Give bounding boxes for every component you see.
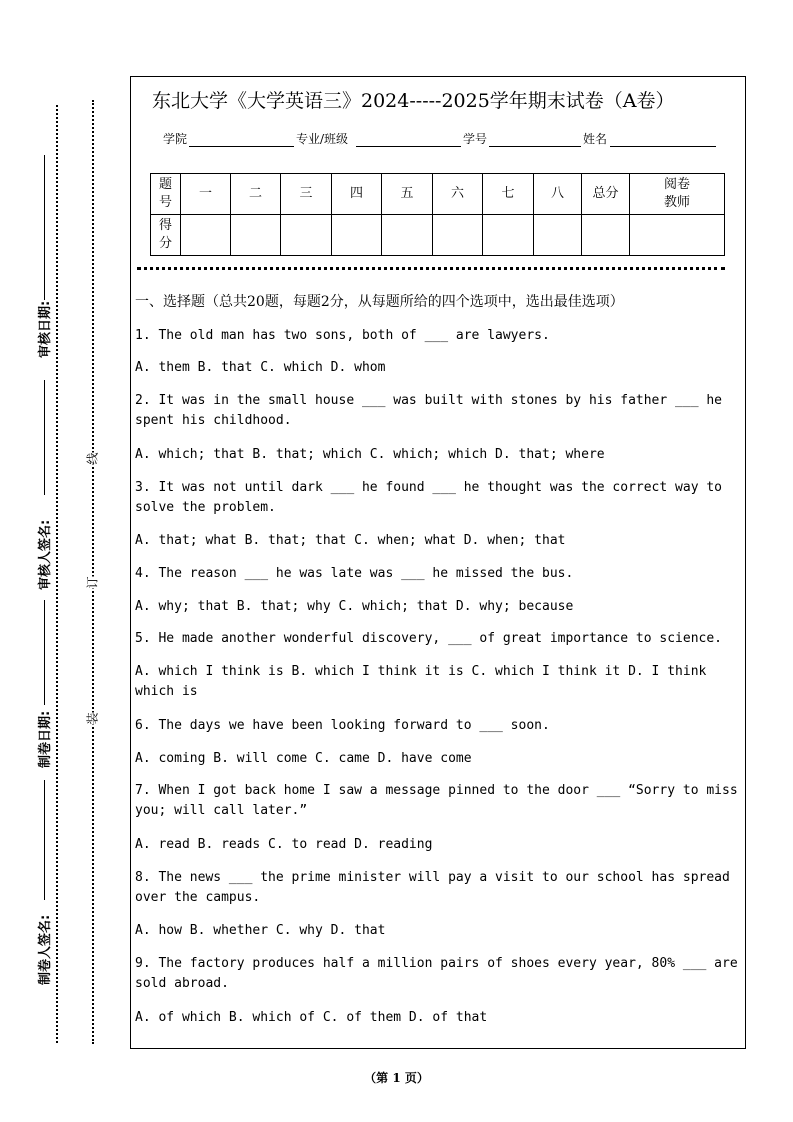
col-6: 六 [433,174,483,215]
score-cell[interactable] [332,215,382,256]
col-5: 五 [382,174,433,215]
question-options: A. coming B. will come C. came D. have come [135,751,472,766]
bind-mark-line: 线 [80,452,105,464]
dotted-separator [137,267,725,270]
question-text: 4. The reason ___ he was late was ___ he missed the bus. [135,566,574,581]
maker-sign-line [44,780,45,900]
col-7: 七 [483,174,534,215]
score-cell[interactable] [630,215,725,256]
question-options: A. how B. whether C. why D. that [135,923,386,938]
question-options: A. read B. reads C. to read D. reading [135,837,433,852]
name-label: 姓名 [583,132,608,146]
question-text: 3. It was not until dark ___ he found ___ he thought was the correct way to solve the problem. [135,480,722,515]
student-id-label: 学号 [463,132,488,146]
question-text: 8. The news ___ the prime minister will pay a visit to our school has spread over the campus. [135,870,730,905]
binding-margin [0,0,128,1122]
score-cell[interactable] [582,215,630,256]
question-options: A. which; that B. that; which C. which; which D. that; where [135,447,605,462]
score-table [150,173,725,256]
score-cell[interactable] [281,215,332,256]
score-label-cell: 得 分 [151,215,181,256]
reviewer-sign-label: 审核人签名: [38,519,53,590]
question-options: A. them B. that C. which D. whom [135,360,386,375]
reviewer-sign-line [44,380,45,495]
col-total: 总分 [582,174,630,215]
section-title: 一、选择题（总共20题，每题2分，从每题所给的四个选项中，选出最佳选项） [135,294,624,310]
score-cell[interactable] [433,215,483,256]
maker-sign-label: 制卷人签名: [38,914,53,985]
score-table-score-row [151,215,725,256]
question-text: 2. It was in the small house ___ was built with stones by his father ___ he spent his childhood. [135,393,722,428]
exam-title: 东北大学《大学英语三》2024-----2025学年期末试卷（A卷） [152,90,675,112]
major-label: 专业/班级 [296,132,349,146]
header-label-cell: 题 号 [151,174,181,215]
question-text: 1. The old man has two sons, both of ___ are lawyers. [135,328,550,343]
col-8: 八 [534,174,582,215]
question-text: 9. The factory produces half a million pairs of shoes every year, 80% ___ are sold abroad. [135,956,738,991]
question-text: 5. He made another wonderful discovery, ___ of great importance to science. [135,631,722,646]
col-2: 二 [231,174,281,215]
page-footer: （第 1 页） [364,1071,429,1085]
question-options: A. which I think is B. which I think it is C. which I think it D. I think which is [135,664,707,699]
col-3: 三 [281,174,332,215]
make-date-line [44,600,45,705]
score-cell[interactable] [534,215,582,256]
bind-mark-zhuang: 装 [80,712,105,724]
question-options: A. that; what B. that; that C. when; what D. when; that [135,533,566,548]
review-date-line [44,155,45,300]
review-date-label: 审核日期: [38,300,53,358]
make-date-label: 制卷日期: [38,710,53,768]
score-table-header-row [151,174,725,215]
question-options: A. why; that B. that; why C. which; that D. why; because [135,599,574,614]
question-text: 6. The days we have been looking forward to ___ soon. [135,718,550,733]
score-cell[interactable] [181,215,231,256]
score-cell[interactable] [483,215,534,256]
score-cell[interactable] [382,215,433,256]
col-1: 一 [181,174,231,215]
col-4: 四 [332,174,382,215]
score-cell[interactable] [231,215,281,256]
col-grader: 阅卷 教师 [630,174,725,215]
question-text: 7. When I got back home I saw a message pinned to the door ___ “Sorry to miss you; will call later.” [135,783,738,818]
dotted-divider-inner [92,100,94,1044]
bind-mark-ding: 订 [80,576,105,588]
dotted-divider-outer [56,105,58,1043]
question-options: A. of which B. which of C. of them D. of that [135,1010,488,1025]
college-label: 学院 [163,132,188,146]
